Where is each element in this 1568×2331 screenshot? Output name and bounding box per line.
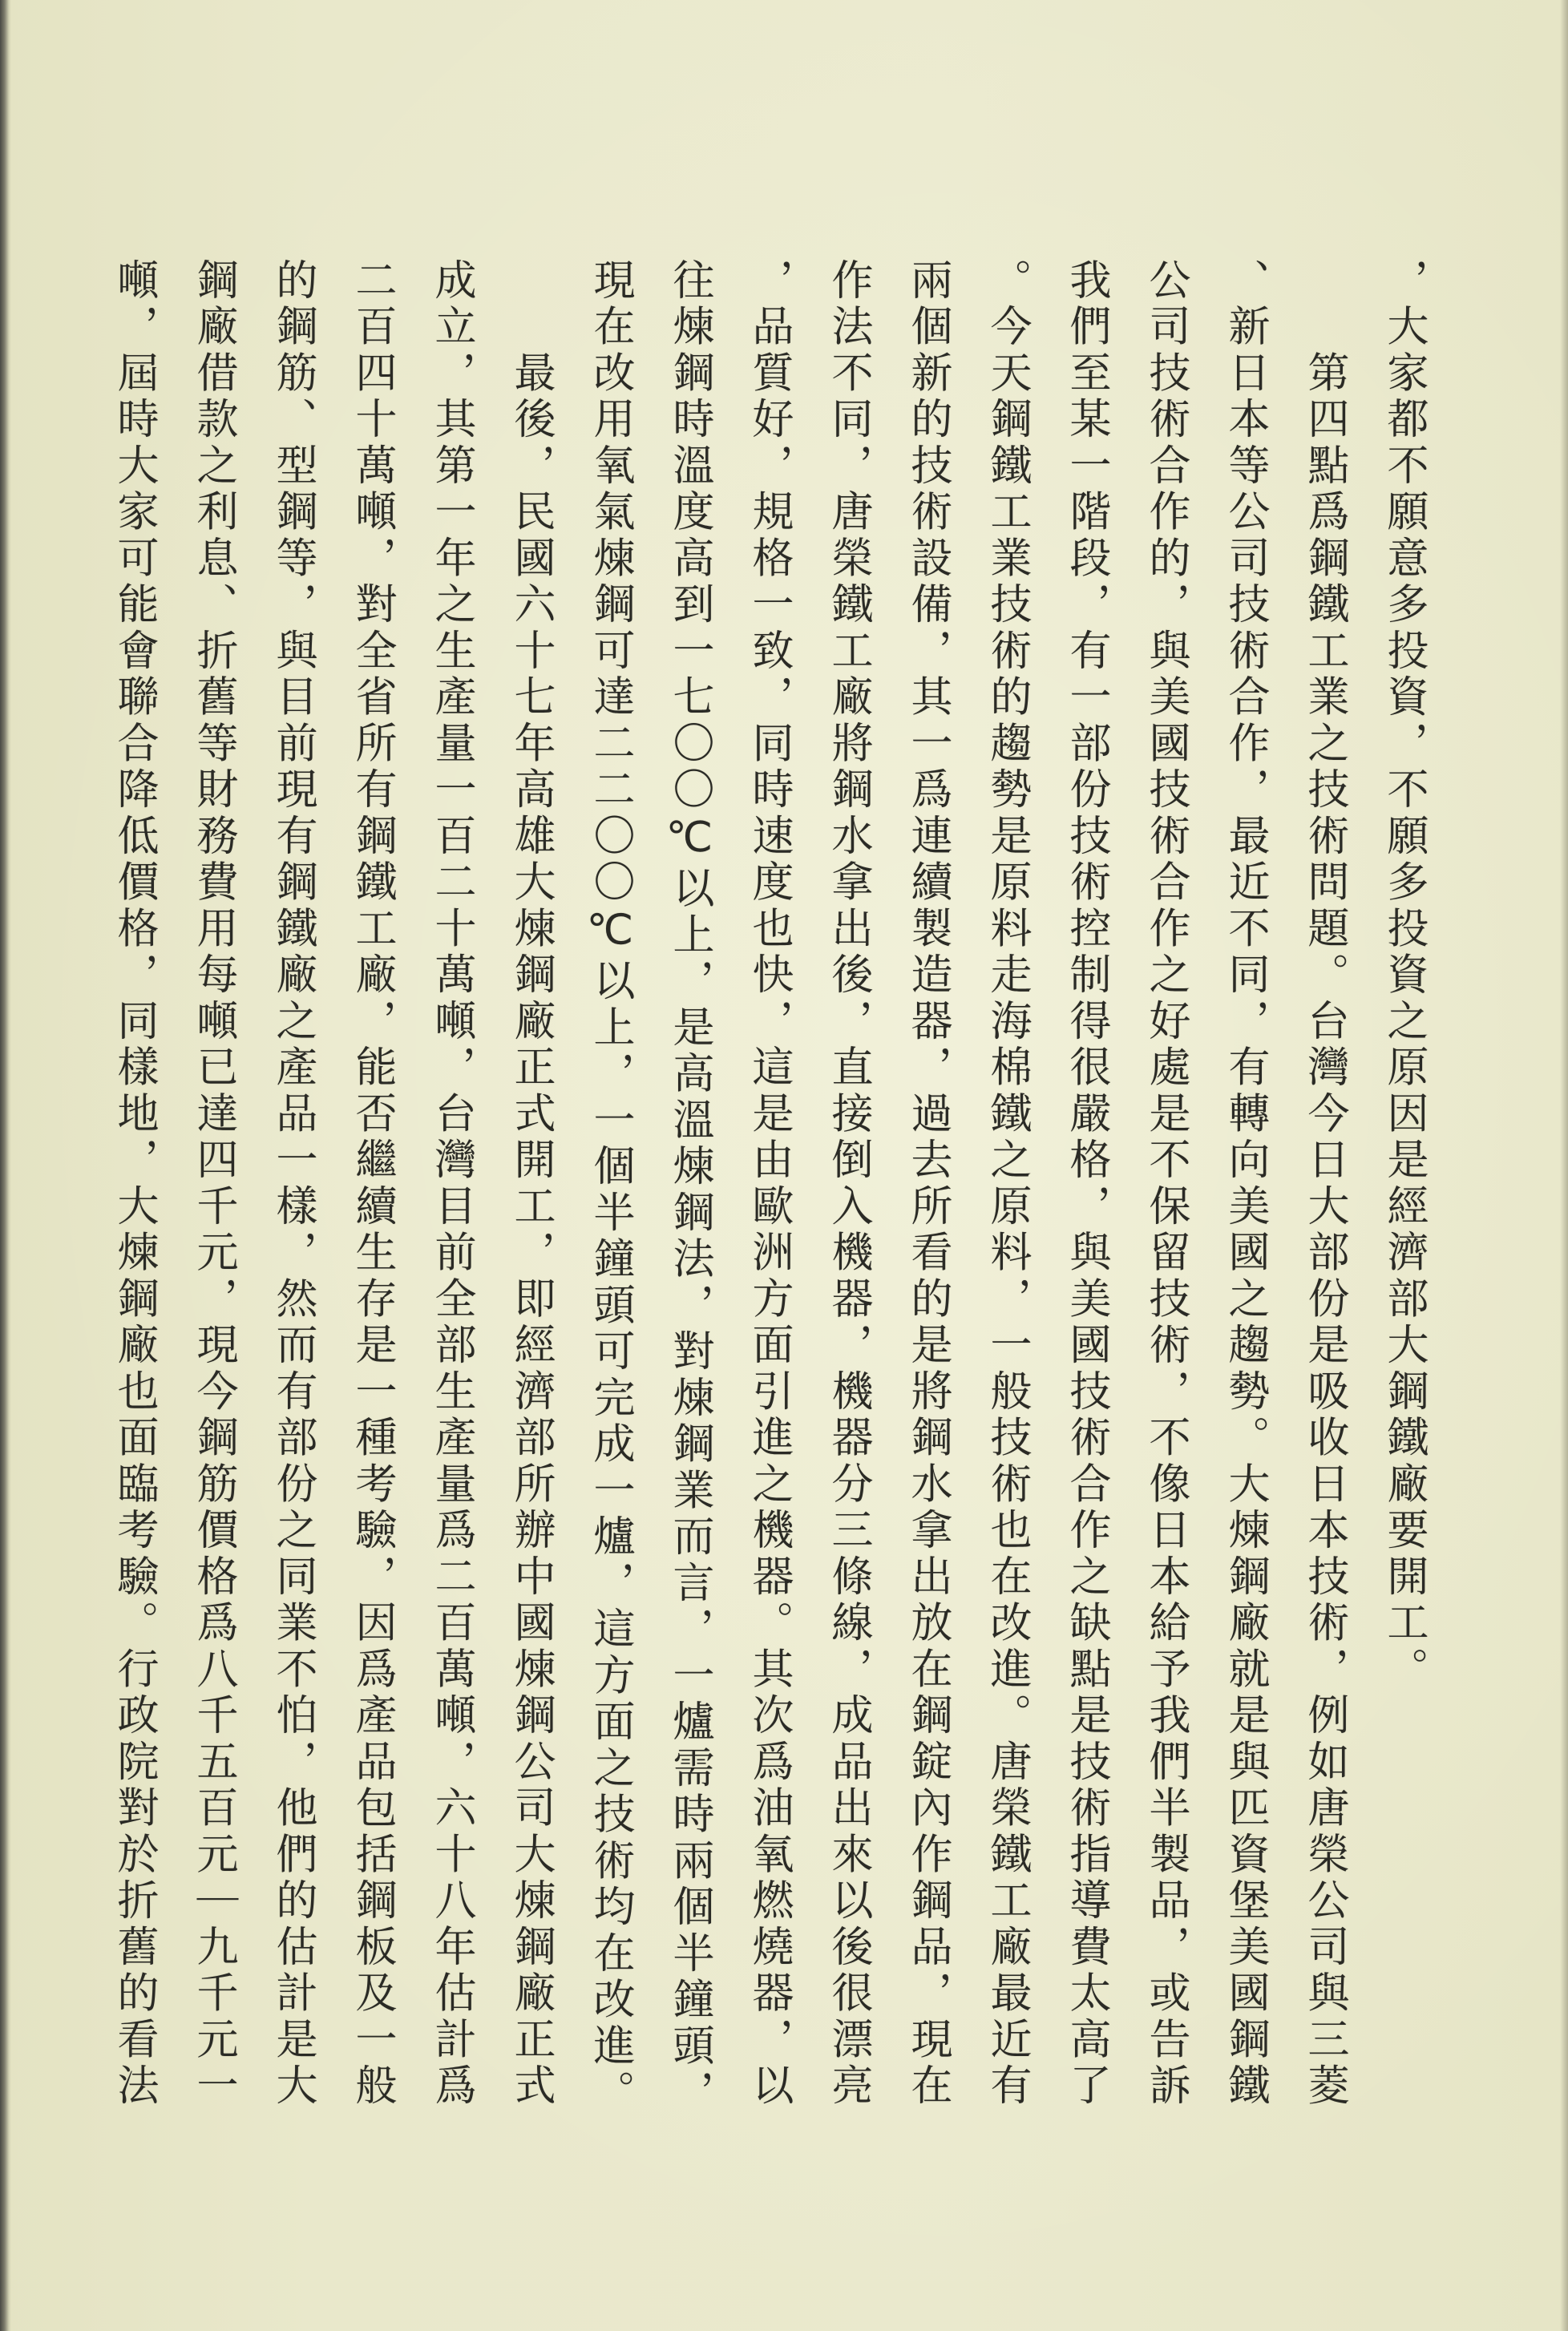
text-column: 噸，屆時大家可能會聯合降低價格，同樣地，大煉鋼廠也面臨考驗。行政院對於折舊的看法 (110, 258, 158, 2110)
text-column: 成立，其第一年之生產量一百二十萬噸，台灣目前全部生產量爲二百萬噸，六十八年估計爲 (427, 258, 475, 2110)
text-column: 我們至某一階段，有一部份技術控制得很嚴格，與美國技術合作之缺點是技術指導費太高了 (1062, 258, 1110, 2110)
text-column: 、新日本等公司技術合作，最近不同，有轉向美國之趨勢。大煉鋼廠就是與匹資堡美國鋼鐵 (1221, 258, 1269, 2110)
text-column: 兩個新的技術設備，其一爲連續製造器，過去所看的是將鋼水拿出放在鋼錠內作鋼品，現在 (903, 258, 952, 2110)
text-column: 往煉鋼時溫度高到一七〇〇℃以上，是高溫煉鋼法，對煉鋼業而言，一爐需時兩個半鐘頭， (665, 258, 713, 2116)
text-column: 的鋼筋、型鋼等，與目前現有鋼鐵廠之產品一樣，然而有部份之同業不怕，他們的估計是大 (269, 258, 317, 2110)
text-column: 作法不同，唐榮鐵工廠將鋼水拿出後，直接倒入機器，機器分三條線，成品出來以後很漂亮 (824, 258, 872, 2110)
text-column: ，品質好，規格一致，同時速度也快，這是由歐洲方面引進之機器。其次爲油氧燃燒器，以 (745, 258, 793, 2110)
text-column: 第四點爲鋼鐵工業之技術問題。台灣今日大部份是吸收日本技術，例如唐榮公司與三菱 (1300, 258, 1348, 2110)
text-column: 鋼廠借款之利息、折舊等財務費用每噸已達四千元，現今鋼筋價格爲八千五百元｜九千元一 (189, 258, 237, 2110)
vertical-text-body (94, 258, 1443, 2126)
text-column: 現在改用氧氣煉鋼可達二二〇〇℃以上，一個半鐘頭可完成一爐，這方面之技術均在改進。 (586, 258, 634, 2116)
text-column: ，大家都不願意多投資，不願多投資之原因是經濟部大鋼鐵廠要開工。 (1380, 258, 1428, 1694)
text-column: 。今天鋼鐵工業技術的趨勢是原料走海棉鐵之原料，一般技術也在改進。唐榮鐵工廠最近有 (983, 258, 1031, 2110)
scan-edge-shadow-left (0, 0, 11, 2331)
text-column: 最後，民國六十七年高雄大煉鋼廠正式開工，即經濟部所辦中國煉鋼公司大煉鋼廠正式 (507, 258, 555, 2110)
text-column: 公司技術合作的，與美國技術合作之好處是不保留技術，不像日本給予我們半製品，或告訴 (1142, 258, 1190, 2110)
scan-edge-shadow-right (1560, 0, 1568, 2331)
text-column: 二百四十萬噸，對全省所有鋼鐵工廠，能否繼續生存是一種考驗，因爲產品包括鋼板及一般 (348, 258, 396, 2110)
